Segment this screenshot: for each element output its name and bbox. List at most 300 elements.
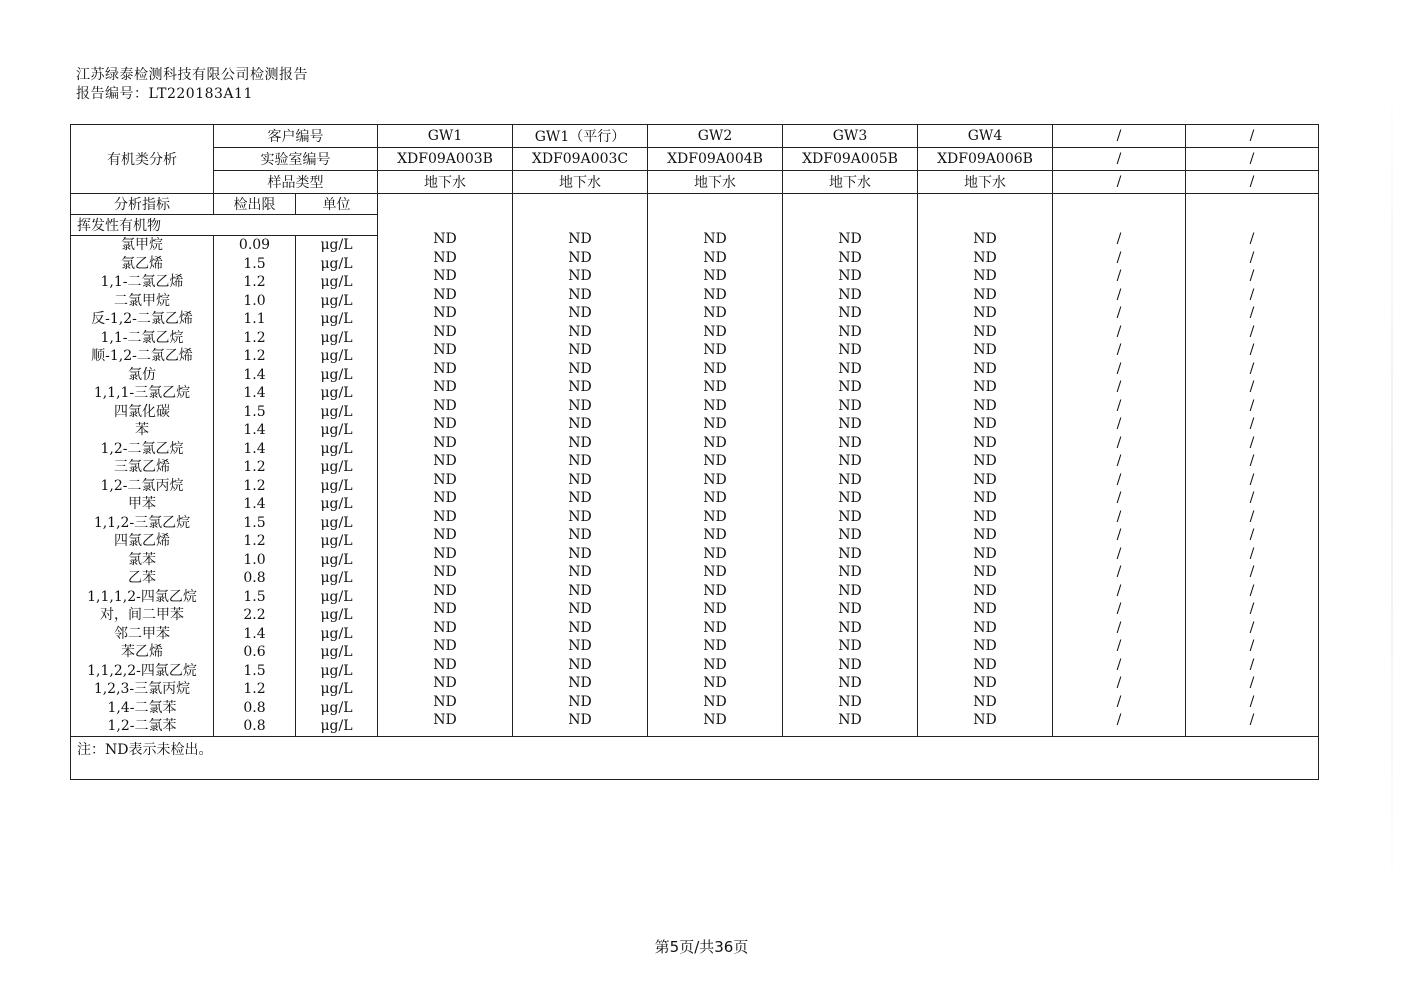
result-value: ND	[703, 582, 727, 599]
result-value: ND	[433, 323, 457, 340]
analyte-lod: 1.4	[243, 440, 266, 457]
result-value: ND	[703, 434, 727, 451]
result-value: ND	[703, 471, 727, 488]
result-value: ND	[568, 490, 592, 506]
client-id-cell: GW1（平行）	[513, 125, 648, 148]
result-value: ND	[838, 471, 862, 488]
analyte-name: 邻二甲苯	[114, 625, 170, 642]
analyte-lod: 1.2	[243, 329, 266, 346]
result-value: /	[1116, 453, 1122, 469]
analyte-unit: μg/L	[320, 348, 353, 364]
result-value: ND	[568, 638, 592, 654]
result-value: ND	[973, 619, 997, 636]
analyte-name: 苯	[135, 422, 149, 438]
result-value: ND	[568, 305, 592, 321]
result-value: ND	[973, 268, 997, 284]
result-value: ND	[973, 286, 997, 303]
analyte-name: 氯苯	[128, 551, 156, 568]
sample-type-label: 样品类型	[214, 171, 378, 194]
result-value: /	[1116, 249, 1122, 266]
result-value: ND	[703, 656, 727, 673]
analyte-unit: μg/L	[320, 662, 353, 679]
analyte-lod: 1.4	[243, 422, 266, 438]
analyte-unit: μg/L	[320, 459, 353, 475]
sample-col-2	[648, 194, 783, 737]
result-value: ND	[838, 693, 862, 710]
client-id-cell: GW2	[648, 125, 783, 148]
result-value: ND	[703, 712, 727, 728]
lab-id-cell: /	[1186, 148, 1319, 171]
result-value: ND	[568, 379, 592, 395]
analyte-name: 四氯乙烯	[114, 533, 170, 549]
result-value: /	[1116, 564, 1122, 580]
result-value: ND	[703, 360, 727, 377]
result-value: /	[1116, 323, 1122, 340]
result-value: /	[1249, 360, 1255, 377]
result-value: ND	[433, 564, 457, 580]
analyte-unit: μg/L	[320, 403, 353, 420]
result-value: ND	[973, 342, 997, 358]
result-value: /	[1249, 638, 1255, 654]
lab-id-label: 实验室编号	[214, 148, 378, 171]
lab-id-cell: XDF09A003B	[378, 148, 513, 171]
result-value: ND	[838, 508, 862, 525]
result-value: /	[1116, 397, 1122, 414]
result-value: ND	[703, 508, 727, 525]
analyte-name: 1,2,3-三氯丙烷	[93, 681, 191, 697]
result-value: /	[1249, 619, 1255, 636]
result-value: ND	[838, 582, 862, 599]
analyte-lod: 1.4	[243, 496, 266, 512]
analyte-unit: μg/L	[320, 607, 353, 623]
result-value: ND	[838, 231, 862, 247]
result-value: /	[1116, 508, 1122, 525]
result-value: /	[1249, 397, 1255, 414]
result-value: ND	[838, 619, 862, 636]
client-id-cell: GW3	[783, 125, 918, 148]
result-value: ND	[433, 305, 457, 321]
result-value: ND	[433, 434, 457, 451]
result-value: /	[1116, 231, 1122, 247]
result-value: ND	[433, 656, 457, 673]
result-value: ND	[703, 453, 727, 469]
result-value: ND	[568, 564, 592, 580]
result-value: /	[1249, 231, 1255, 247]
sample-col-6	[1186, 194, 1319, 737]
result-value: ND	[703, 249, 727, 266]
analyte-lod: 1.2	[243, 459, 266, 475]
result-value: /	[1249, 453, 1255, 469]
analyte-name: 氯仿	[128, 366, 156, 383]
note-row	[71, 736, 1319, 779]
analyte-lod: 1.5	[243, 662, 266, 679]
analyte-name: 1,2-二氯乙烷	[100, 440, 184, 457]
analyte-unit-col	[296, 236, 378, 737]
analyte-name: 1,2-二氯丙烷	[100, 477, 184, 494]
analyte-lod: 0.8	[243, 699, 266, 716]
sample-type-cell: 地下水	[378, 171, 513, 194]
result-value: ND	[703, 619, 727, 636]
result-value: ND	[703, 268, 727, 284]
analyte-unit: μg/L	[320, 570, 353, 586]
result-value: ND	[838, 323, 862, 340]
result-value: ND	[703, 323, 727, 340]
result-value: /	[1116, 268, 1122, 284]
analyte-name: 二氯甲烷	[114, 292, 170, 309]
page-number: 第5页/共36页	[654, 938, 749, 956]
result-value: ND	[838, 453, 862, 469]
result-value: /	[1116, 471, 1122, 488]
result-value: ND	[703, 231, 727, 247]
analyte-lod: 1.4	[243, 366, 266, 383]
result-value: ND	[838, 249, 862, 266]
result-value: ND	[568, 471, 592, 488]
result-value: /	[1249, 249, 1255, 266]
result-value: /	[1249, 656, 1255, 673]
result-value: ND	[973, 693, 997, 710]
result-value: ND	[433, 268, 457, 284]
result-value: ND	[568, 712, 592, 728]
client-id-cell: GW4	[918, 125, 1053, 148]
analyte-unit: μg/L	[320, 385, 353, 401]
result-value: ND	[838, 656, 862, 673]
result-value: ND	[703, 305, 727, 321]
sample-type-cell: 地下水	[783, 171, 918, 194]
sample-type-cell: 地下水	[513, 171, 648, 194]
analyte-unit: μg/L	[320, 366, 353, 383]
analyte-name: 1,1,1-三氯乙烷	[93, 385, 191, 401]
result-value: /	[1116, 360, 1122, 377]
result-value: /	[1116, 305, 1122, 321]
result-value: /	[1249, 416, 1255, 432]
result-value: ND	[973, 397, 997, 414]
analyte-unit: μg/L	[320, 533, 353, 549]
result-value: ND	[703, 286, 727, 303]
analyte-unit: μg/L	[320, 274, 353, 290]
analyte-unit: μg/L	[320, 422, 353, 438]
unit-header: 单位	[296, 194, 378, 215]
analyte-lod-col	[214, 236, 296, 737]
client-id-cell: /	[1186, 125, 1319, 148]
result-value: ND	[433, 379, 457, 395]
result-value: ND	[433, 286, 457, 303]
result-value: /	[1249, 712, 1255, 728]
result-value: ND	[703, 490, 727, 506]
result-value: ND	[703, 693, 727, 710]
result-value: ND	[433, 453, 457, 469]
result-value: ND	[703, 379, 727, 395]
result-value: /	[1116, 601, 1122, 617]
result-value: ND	[568, 508, 592, 525]
result-value: ND	[703, 564, 727, 580]
client-id-row	[71, 125, 1319, 148]
result-value: ND	[568, 268, 592, 284]
analyte-name: 乙苯	[128, 570, 156, 586]
result-value: ND	[568, 693, 592, 710]
analyte-unit: μg/L	[320, 699, 353, 716]
sample-type-cell: 地下水	[918, 171, 1053, 194]
result-value: ND	[433, 638, 457, 654]
result-value: /	[1116, 490, 1122, 506]
result-value: /	[1249, 564, 1255, 580]
result-value: /	[1249, 471, 1255, 488]
analyte-name-col	[71, 236, 214, 737]
result-value: ND	[568, 360, 592, 377]
result-value: ND	[973, 231, 997, 247]
client-id-cell: GW1	[378, 125, 513, 148]
analyte-name: 1,1,1,2-四氯乙烷	[87, 588, 197, 605]
result-value: ND	[433, 675, 457, 691]
result-value: /	[1116, 675, 1122, 691]
result-value: ND	[973, 453, 997, 469]
analyte-unit: μg/L	[320, 718, 353, 734]
result-value: ND	[433, 342, 457, 358]
result-value: ND	[973, 582, 997, 599]
group-label: 挥发性有机物	[71, 215, 378, 236]
lab-id-cell: /	[1053, 148, 1186, 171]
result-value: ND	[568, 545, 592, 562]
result-value: ND	[838, 286, 862, 303]
result-value: ND	[568, 231, 592, 247]
result-value: /	[1249, 323, 1255, 340]
result-value: /	[1249, 434, 1255, 451]
analyte-lod: 0.8	[243, 718, 266, 734]
result-value: ND	[838, 379, 862, 395]
sample-col-0	[378, 194, 513, 737]
result-value: ND	[568, 601, 592, 617]
result-value: ND	[838, 545, 862, 562]
results-table	[70, 124, 1319, 780]
result-value: /	[1116, 582, 1122, 599]
result-value: ND	[703, 342, 727, 358]
result-value: ND	[838, 342, 862, 358]
analyte-unit: μg/L	[320, 311, 353, 327]
analyte-lod: 1.2	[243, 477, 266, 494]
result-value: ND	[433, 490, 457, 506]
analyte-name: 1,4-二氯苯	[107, 699, 177, 716]
result-value: /	[1249, 508, 1255, 525]
result-value: ND	[568, 286, 592, 303]
analyte-lod: 1.4	[243, 385, 266, 401]
analyte-lod: 1.0	[243, 292, 266, 309]
analyte-lod: 1.5	[243, 514, 266, 531]
result-value: ND	[838, 360, 862, 377]
analyte-unit: μg/L	[320, 292, 353, 309]
result-value: ND	[433, 249, 457, 266]
analyte-name: 氯甲烷	[121, 237, 163, 253]
result-value: ND	[703, 416, 727, 432]
result-value: ND	[703, 527, 727, 543]
result-value: ND	[568, 453, 592, 469]
analyte-name: 反-1,2-二氯乙烯	[91, 311, 193, 327]
result-value: /	[1249, 545, 1255, 562]
analyte-unit: μg/L	[320, 588, 353, 605]
analyte-unit: μg/L	[320, 237, 353, 253]
result-value: ND	[838, 416, 862, 432]
result-value: ND	[568, 323, 592, 340]
result-value: ND	[568, 249, 592, 266]
lab-id-cell: XDF09A006B	[918, 148, 1053, 171]
result-value: ND	[973, 490, 997, 506]
result-value: ND	[973, 305, 997, 321]
result-value: /	[1249, 675, 1255, 691]
analyte-lod: 0.8	[243, 570, 266, 586]
result-value: ND	[433, 397, 457, 414]
result-value: ND	[973, 434, 997, 451]
analyte-lod: 1.1	[243, 311, 266, 327]
result-value: ND	[568, 434, 592, 451]
result-value: ND	[973, 601, 997, 617]
analyte-name: 1,2-二氯苯	[107, 718, 177, 734]
result-value: ND	[973, 675, 997, 691]
result-value: ND	[433, 582, 457, 599]
result-value: ND	[973, 323, 997, 340]
analyte-lod: 1.2	[243, 681, 266, 697]
result-value: ND	[433, 471, 457, 488]
scan-artifact	[1391, 60, 1393, 920]
result-value: ND	[973, 249, 997, 266]
result-value: /	[1116, 545, 1122, 562]
sample-type-cell: /	[1053, 171, 1186, 194]
analyte-lod: 1.2	[243, 274, 266, 290]
result-value: ND	[568, 397, 592, 414]
result-value: ND	[433, 416, 457, 432]
analyte-unit: μg/L	[320, 440, 353, 457]
result-value: /	[1249, 286, 1255, 303]
sample-type-cell: /	[1186, 171, 1319, 194]
result-value: ND	[568, 675, 592, 691]
result-value: /	[1116, 527, 1122, 543]
result-value: ND	[838, 675, 862, 691]
note-text: 注：ND表示未检出。	[71, 736, 1319, 779]
analyte-lod: 1.5	[243, 588, 266, 605]
lab-id-cell: XDF09A003C	[513, 148, 648, 171]
result-value: ND	[838, 490, 862, 506]
analyte-lod: 1.2	[243, 533, 266, 549]
analyte-unit: μg/L	[320, 329, 353, 346]
result-value: /	[1249, 582, 1255, 599]
result-value: /	[1116, 379, 1122, 395]
result-value: ND	[568, 582, 592, 599]
result-value: ND	[838, 601, 862, 617]
analyte-unit: μg/L	[320, 551, 353, 568]
result-value: ND	[568, 619, 592, 636]
result-value: /	[1249, 601, 1255, 617]
sample-col-3	[783, 194, 918, 737]
analyte-lod: 2.2	[243, 607, 266, 623]
result-value: ND	[838, 434, 862, 451]
analyte-name: 氯乙烯	[121, 255, 163, 272]
sample-type-row	[71, 171, 1319, 194]
result-value: ND	[433, 712, 457, 728]
result-value: ND	[838, 638, 862, 654]
result-value: /	[1116, 342, 1122, 358]
result-value: /	[1116, 638, 1122, 654]
result-value: ND	[568, 527, 592, 543]
lod-header: 检出限	[214, 194, 296, 215]
result-value: ND	[433, 601, 457, 617]
result-value: ND	[838, 564, 862, 580]
result-value: ND	[838, 305, 862, 321]
sample-col-1	[513, 194, 648, 737]
analyte-name: 1,1-二氯乙烷	[100, 329, 184, 346]
indicator-header: 分析指标	[71, 194, 214, 215]
result-value: ND	[568, 342, 592, 358]
result-value: ND	[973, 527, 997, 543]
result-value: /	[1249, 379, 1255, 395]
result-value: ND	[568, 416, 592, 432]
result-value: /	[1249, 490, 1255, 506]
result-value: ND	[703, 545, 727, 562]
result-value: /	[1249, 305, 1255, 321]
sample-type-cell: 地下水	[648, 171, 783, 194]
analyte-name: 顺-1,2-二氯乙烯	[91, 348, 193, 364]
analyte-lod: 1.0	[243, 551, 266, 568]
analyte-lod: 1.5	[243, 255, 266, 272]
analyte-name: 甲苯	[128, 496, 156, 512]
result-value: ND	[973, 416, 997, 432]
lab-id-cell: XDF09A005B	[783, 148, 918, 171]
result-value: /	[1116, 693, 1122, 710]
analyte-name: 1,1,2-三氯乙烷	[93, 514, 191, 531]
analyte-lod: 1.2	[243, 348, 266, 364]
result-value: ND	[703, 675, 727, 691]
result-value: ND	[703, 397, 727, 414]
analyte-lod: 1.5	[243, 403, 266, 420]
report-number: 报告编号：LT220183A11	[76, 86, 253, 102]
client-id-cell: /	[1053, 125, 1186, 148]
analyte-lod: 0.6	[243, 644, 266, 660]
result-value: /	[1116, 712, 1122, 728]
result-value: ND	[973, 508, 997, 525]
sample-col-5	[1053, 194, 1186, 737]
analyte-name: 四氯化碳	[114, 403, 170, 420]
client-id-label: 客户编号	[214, 125, 378, 148]
result-value: ND	[838, 268, 862, 284]
analyte-unit: μg/L	[320, 496, 353, 512]
result-value: ND	[433, 693, 457, 710]
result-value: ND	[973, 638, 997, 654]
result-value: /	[1116, 416, 1122, 432]
analyte-lod: 1.4	[243, 625, 266, 642]
result-value: ND	[973, 564, 997, 580]
result-value: ND	[568, 656, 592, 673]
column-header-row	[71, 194, 1319, 215]
analyte-name: 对，间二甲苯	[100, 607, 184, 623]
result-value: /	[1116, 434, 1122, 451]
result-value: /	[1116, 286, 1122, 303]
analyte-name: 苯乙烯	[121, 644, 163, 660]
result-value: /	[1249, 268, 1255, 284]
result-value: ND	[973, 471, 997, 488]
analyte-unit: μg/L	[320, 644, 353, 660]
result-value: /	[1116, 619, 1122, 636]
result-value: ND	[973, 712, 997, 728]
result-value: /	[1249, 693, 1255, 710]
company-title: 江苏绿泰检测科技有限公司检测报告	[76, 67, 308, 83]
analyte-unit: μg/L	[320, 514, 353, 531]
result-value: ND	[433, 545, 457, 562]
result-value: ND	[433, 360, 457, 377]
result-value: ND	[838, 397, 862, 414]
result-value: ND	[433, 508, 457, 525]
result-value: ND	[973, 656, 997, 673]
analyte-unit: μg/L	[320, 625, 353, 642]
result-value: ND	[433, 619, 457, 636]
result-value: /	[1249, 527, 1255, 543]
result-value: ND	[973, 545, 997, 562]
analyte-name: 1,1,2,2-四氯乙烷	[87, 662, 197, 679]
